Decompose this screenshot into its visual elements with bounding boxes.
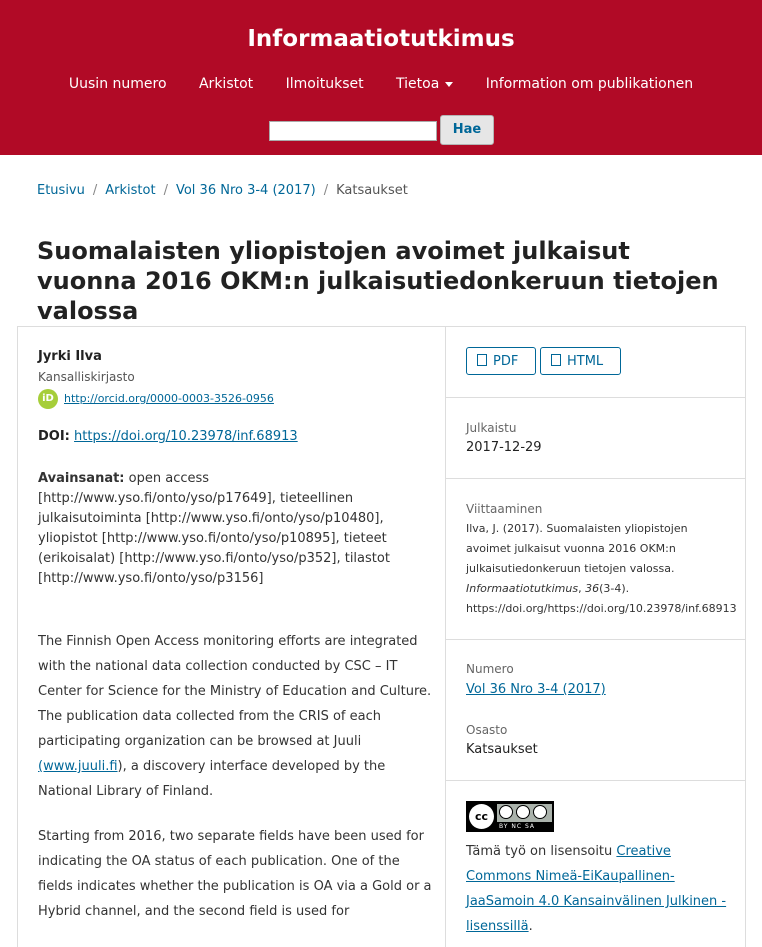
citation-part: (3-4). https://doi.org/https://doi.org/10.23978/inf.68913 <box>466 582 737 615</box>
cc-terms-icons <box>497 804 552 822</box>
breadcrumb-home[interactable]: Etusivu <box>37 183 85 198</box>
nav-item-about-label: Tietoa <box>396 76 440 92</box>
abstract-text: The Finnish Open Access monitoring efforts are integrated with the national data collection conducted by CSC – IT Center for Science for the Ministry of Education and Culture. The publication data collected from the CRIS of each participating organization can be browsed at Juuli <box>38 634 432 749</box>
cc-terms-label: BY NC SA <box>499 823 535 830</box>
pdf-button-label: PDF <box>493 354 519 369</box>
abstract-paragraph <box>38 629 433 804</box>
cc-license-icon[interactable] <box>466 801 554 832</box>
sidebar-divider <box>446 780 745 781</box>
doi-label: DOI: <box>38 429 70 444</box>
nav-item-current-issue[interactable]: Uusin numero <box>68 76 167 92</box>
search-input[interactable] <box>269 121 437 141</box>
breadcrumb-separator: / <box>163 183 168 198</box>
sidebar-divider <box>446 397 745 398</box>
chevron-down-icon <box>445 82 453 87</box>
breadcrumb-separator: / <box>323 183 329 198</box>
section-value: Katsaukset <box>466 742 538 757</box>
breadcrumb-archives[interactable]: Arkistot <box>105 183 156 198</box>
search-button[interactable]: Hae <box>440 115 494 145</box>
doi <box>38 429 298 444</box>
citation-part: Ilva, J. (2017). Suomalaisten yliopistojen avoimet julkaisut vuonna 2016 OKM:n julkaisutiedonkeruun tietojen valossa. <box>466 522 688 575</box>
breadcrumb-separator: / <box>92 183 98 198</box>
site-title[interactable]: Informaatiotutkimus <box>247 26 515 52</box>
author-affiliation: Kansalliskirjasto <box>38 370 135 384</box>
pdf-button[interactable] <box>466 347 536 375</box>
keywords-label: Avainsanat: <box>38 471 125 486</box>
section-label: Osasto <box>466 723 508 737</box>
column-divider <box>445 327 446 947</box>
breadcrumb-current: Katsaukset <box>336 183 408 198</box>
breadcrumb-issue[interactable]: Vol 36 Nro 3-4 (2017) <box>175 183 316 198</box>
by-icon <box>499 805 513 819</box>
pdf-file-icon <box>477 354 487 366</box>
orcid-icon: iD <box>38 389 58 409</box>
cc-logo-icon: cc <box>469 804 494 829</box>
nav-item-about[interactable] <box>396 76 453 92</box>
article-content <box>17 326 746 947</box>
citation-part: , <box>578 582 586 595</box>
breadcrumb <box>37 183 408 198</box>
main-nav <box>0 76 762 92</box>
issue-link[interactable]: Vol 36 Nro 3-4 (2017) <box>466 682 606 697</box>
abstract-paragraph: Starting from 2016, two separate fields have been used for indicating the OA status of each publication. One of the fields indicates whether the publication is OA via a Gold or a Hybrid channel, and the second field is used for <box>38 829 432 919</box>
site-header <box>0 0 762 155</box>
license-link[interactable]: Creative Commons Nimeä-EiKaupallinen-JaaSamoin 4.0 Kansainvälinen Julkinen -lisenssillä <box>466 844 727 934</box>
nav-item-announcements[interactable]: Ilmoitukset <box>285 76 364 92</box>
issue-label: Numero <box>466 662 514 676</box>
html-button-label: HTML <box>567 354 604 369</box>
html-file-icon <box>551 354 561 366</box>
page-title: Suomalaisten yliopistojen avoimet julkaisut vuonna 2016 OKM:n julkaisutiedonkeruun tietojen valossa <box>37 237 719 325</box>
sidebar-divider <box>446 478 745 479</box>
nc-icon <box>516 805 530 819</box>
juuli-link[interactable]: (www.juuli.fi <box>38 759 118 774</box>
license-part: . <box>528 919 533 934</box>
citation-journal: Informaatiotutkimus <box>466 582 579 595</box>
published-date: 2017-12-29 <box>466 440 542 455</box>
license-part: Tämä työ on lisensoitu <box>466 844 617 859</box>
sa-icon <box>533 805 547 819</box>
citation-volume: 36 <box>585 582 600 595</box>
citation-text <box>466 519 737 619</box>
published-label: Julkaistu <box>466 421 517 435</box>
html-button[interactable] <box>540 347 621 375</box>
citation-label: Viittaaminen <box>466 502 543 516</box>
author-name: Jyrki Ilva <box>38 349 102 364</box>
doi-link[interactable]: https://doi.org/10.23978/inf.68913 <box>74 429 298 444</box>
abstract-text: ), a discovery interface developed by the National Library of Finland. <box>38 759 386 799</box>
nav-item-info-sv[interactable]: Information om publikationen <box>485 76 694 92</box>
license-text <box>466 839 731 939</box>
keywords-text: open access [http://www.yso.fi/onto/yso/p17649], tieteellinen julkaisutoiminta [http://www.yso.fi/onto/yso/p10480], yliopistot [http://www.yso.fi/onto/yso/p10895], tieteet (erikoisalat) [http://www.yso.fi/onto/yso/p352], tilastot [http://www.yso.fi/onto/yso/p3156] <box>38 471 390 586</box>
nav-item-archives[interactable]: Arkistot <box>198 76 254 92</box>
keywords <box>38 469 423 589</box>
sidebar-divider <box>446 639 745 640</box>
orcid-link[interactable]: http://orcid.org/0000-0003-3526-0956 <box>64 392 274 405</box>
